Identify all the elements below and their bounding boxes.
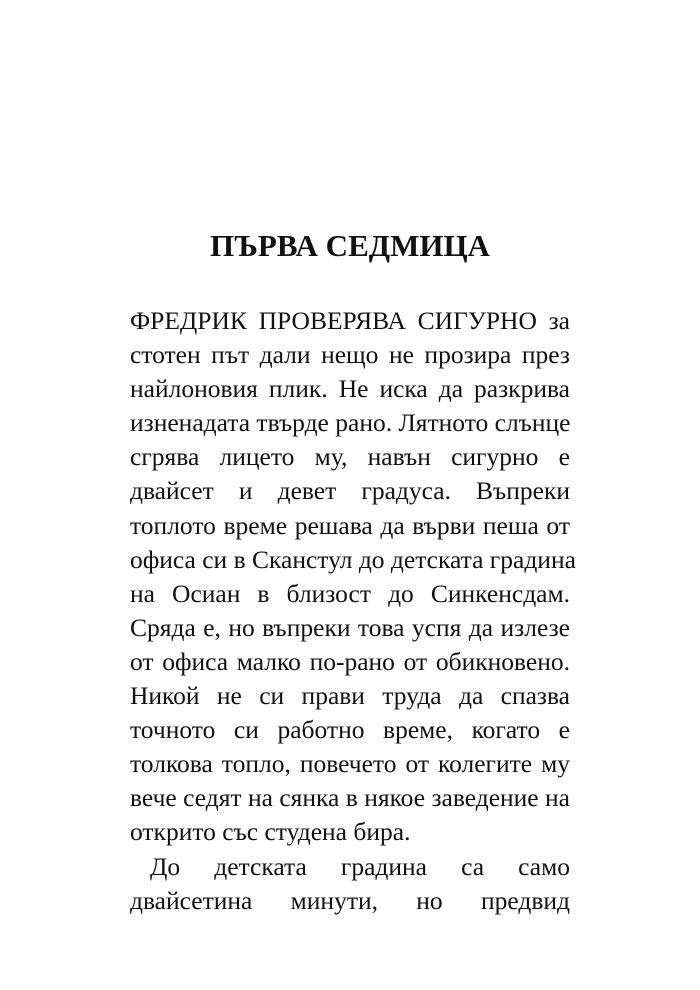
text-line: от офиса малко по-рано от обикновено.	[130, 646, 570, 676]
text-line: До детската градина са само	[150, 851, 570, 881]
paragraph-1	[130, 304, 576, 850]
text-line: сгрява лицето му, навън сигурно е	[130, 442, 570, 472]
text-line: двайсетина минути, но предвид	[130, 885, 570, 915]
text-line: ФРЕДРИК ПРОВЕРЯВА СИГУРНО за	[130, 306, 570, 335]
text-line: стотен път дали нещо не прозира през	[130, 340, 570, 370]
text-line: на Осиан в близост до Синкенсдам.	[130, 578, 570, 608]
text-line: открито със студена бира.	[130, 817, 411, 847]
text-line: Никой не си прави труда да спазва	[130, 681, 570, 711]
paragraph-2	[130, 850, 570, 918]
text-line: офиса си в Сканстул до детската градина	[130, 544, 576, 574]
text-line: вече седят на сянка в някое заведение на	[130, 783, 570, 813]
text-line: толкова топло, повечето от колегите му	[130, 749, 570, 779]
text-line: Сряда е, но въпреки това успя да излезе	[130, 612, 570, 642]
body-text	[130, 304, 576, 918]
chapter-title: ПЪРВА СЕДМИЦА	[210, 228, 490, 263]
text-line: топлото време решава да върви пеша от	[130, 510, 570, 540]
text-line: точното си работно време, когато е	[130, 715, 570, 745]
text-line: изненадата твърде рано. Лятното слънце	[130, 408, 571, 438]
text-line: найлоновия плик. Не иска да разкрива	[130, 374, 570, 404]
text-line: двайсет и девет градуса. Въпреки	[130, 476, 570, 506]
